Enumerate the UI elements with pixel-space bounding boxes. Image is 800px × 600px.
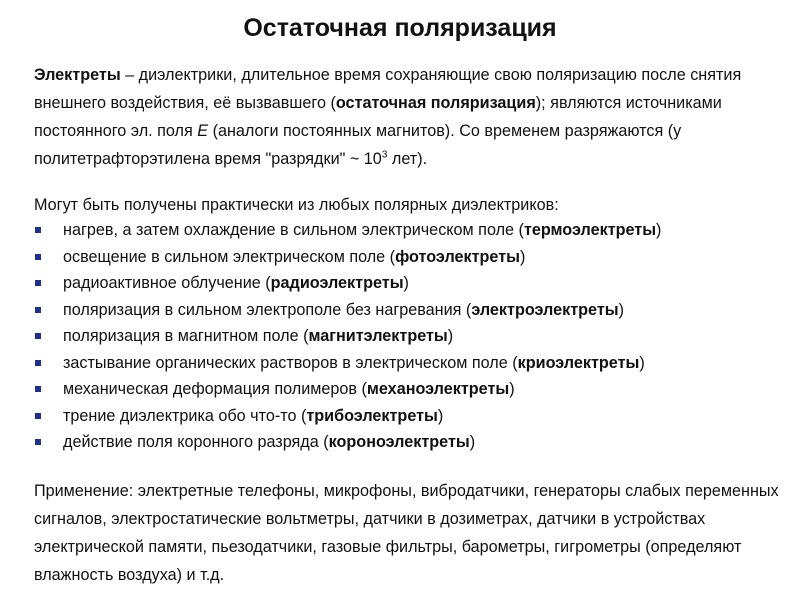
application-paragraph: Применение: электретные телефоны, микрофоны, вибродатчики, генераторы слабых переменных сигналов, электростатические вольтметры, датчики в дозиметрах, датчики в устройствах электрической памяти, пьезодатчики, газовые фильтры, барометры, гигрометры (определяют влажность воздуха) и т.д. — [34, 482, 779, 584]
square-bullet-icon — [35, 333, 41, 339]
list-item-term: термоэлектреты — [523, 221, 657, 239]
list-item-text: действие поля коронного разряда ( — [63, 433, 329, 451]
list-item-text: трение диэлектрика обо что-то ( — [63, 406, 307, 425]
list-item-term: короноэлектреты — [328, 433, 470, 451]
intro-text-1: – диэлектрики, длительное время сохраняющие свою поляризацию после снятия внешнего воздействия, её вызвавшего ( — [34, 66, 742, 112]
list-item-close: ) — [469, 433, 476, 451]
list-item — [34, 376, 779, 403]
intro-term-electrets: Электреты — [34, 66, 121, 84]
list-item-term: радиоэлектреты — [270, 274, 404, 292]
list-item-close: ) — [618, 300, 624, 319]
list-item — [34, 297, 779, 324]
intro-text-3: (аналоги постоянных магнитов). Со временем разряжаются (у политетрафторэтилена время "разрядки" ~ 10 — [34, 122, 682, 168]
field-symbol: E — [197, 122, 209, 140]
square-bullet-icon — [35, 227, 41, 233]
list-item-text: поляризация в магнитном поле ( — [63, 327, 309, 345]
methods-lead: Могут быть получены практически из любых полярных диэлектриков: — [34, 196, 559, 214]
list-item-close: ) — [437, 406, 444, 425]
list-item-text: нагрев, а затем охлаждение в сильном электрическом поле ( — [63, 221, 524, 239]
list-item — [34, 217, 779, 244]
list-item-term: механоэлектреты — [366, 380, 510, 398]
list-item — [34, 429, 779, 456]
list-item-term: фотоэлектреты — [395, 247, 520, 266]
methods-list — [34, 217, 779, 456]
list-item-text: механическая деформация полимеров ( — [63, 380, 367, 398]
list-item-close: ) — [519, 247, 526, 266]
square-bullet-icon — [35, 439, 41, 445]
page-title: Остаточная поляризация — [243, 14, 557, 42]
list-item-text: освещение в сильном электрическом поле ( — [63, 247, 396, 266]
list-item-close: ) — [656, 221, 662, 239]
list-item-close: ) — [447, 327, 454, 345]
list-item-term: криоэлектреты — [517, 353, 640, 372]
list-item-term: трибоэлектреты — [306, 406, 438, 425]
square-bullet-icon — [35, 254, 41, 260]
intro-text-2: ); являются источниками постоянного эл. поля — [34, 94, 722, 140]
square-bullet-icon — [35, 413, 41, 419]
list-item — [34, 350, 779, 377]
intro-term-residual-polarization: остаточная поляризация — [335, 94, 536, 112]
exponent: 3 — [381, 149, 388, 161]
list-item — [34, 270, 779, 297]
square-bullet-icon — [35, 386, 41, 392]
intro-text-4: лет). — [387, 150, 428, 168]
list-item-term: магнитэлектреты — [308, 327, 448, 345]
square-bullet-icon — [35, 360, 41, 366]
list-item — [34, 323, 779, 350]
square-bullet-icon — [35, 307, 41, 313]
list-item-text: радиоактивное облучение ( — [63, 274, 271, 292]
list-item-text: поляризация в сильном электрополе без нагревания ( — [63, 300, 472, 319]
square-bullet-icon — [35, 280, 41, 286]
list-item-close: ) — [509, 380, 515, 398]
list-item — [34, 244, 779, 271]
list-item-close: ) — [639, 353, 645, 372]
list-item-close: ) — [403, 274, 409, 292]
list-item-text: застывание органических растворов в электрическом поле ( — [63, 353, 518, 372]
list-item — [34, 403, 779, 430]
list-item-term: электроэлектреты — [471, 300, 619, 319]
intro-paragraph — [34, 61, 779, 173]
